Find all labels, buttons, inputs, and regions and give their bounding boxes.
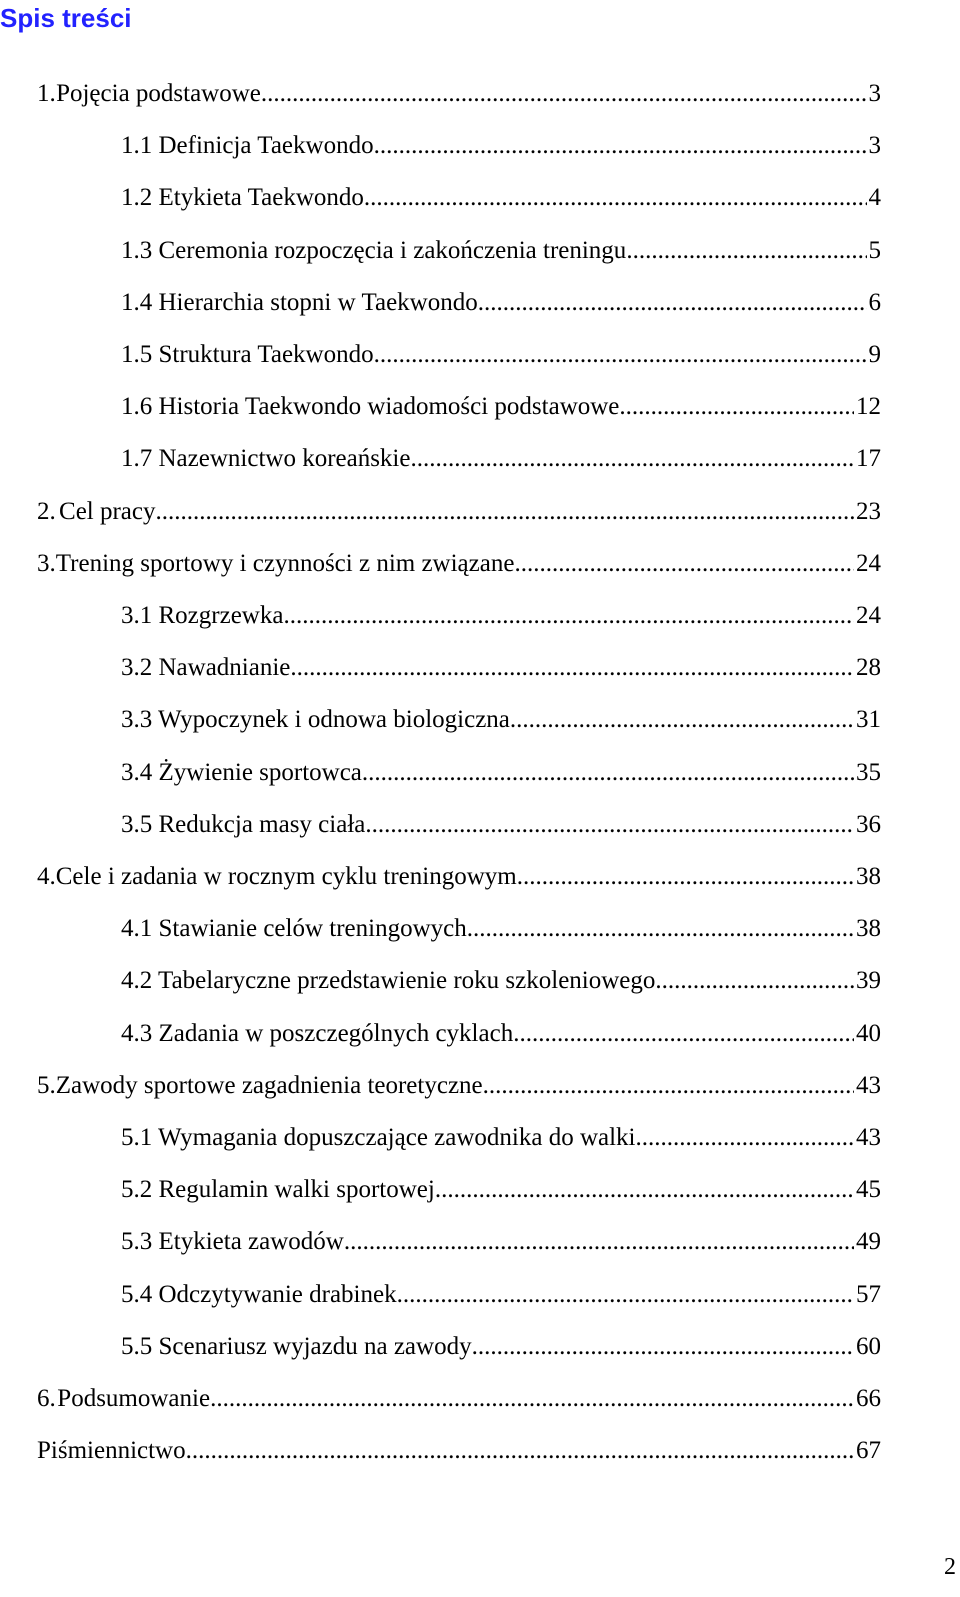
page-number: 2: [944, 1554, 956, 1580]
toc-dot-leader: [517, 851, 854, 903]
toc-entry-page: 12: [856, 393, 881, 420]
toc-entry[interactable]: [121, 172, 881, 224]
toc-entry[interactable]: [121, 1321, 881, 1373]
toc-entry-page: 43: [856, 1072, 881, 1099]
toc-entry-page: 24: [856, 602, 881, 629]
toc-entry[interactable]: [37, 486, 881, 538]
toc-entry[interactable]: [121, 381, 881, 433]
toc-entry-label: 4.1 Stawianie celów treningowych: [121, 915, 467, 942]
toc-entry-page: 43: [856, 1124, 881, 1151]
toc-entry[interactable]: [121, 694, 881, 746]
toc-entry-label: 1.2 Etykieta Taekwondo: [121, 184, 364, 211]
toc-entry[interactable]: [37, 851, 881, 903]
toc-entry-number: 6.: [37, 1385, 56, 1412]
toc-dot-leader: [435, 1164, 854, 1216]
toc-entry[interactable]: [121, 329, 881, 381]
toc-entry-page: 36: [856, 811, 881, 838]
toc-entry-number: 1.: [37, 80, 56, 107]
toc-entry-label: 5.4 Odczytywanie drabinek: [121, 1281, 397, 1308]
toc-entry[interactable]: [37, 1373, 881, 1425]
page-heading: Spis treści: [0, 3, 132, 33]
toc-entry-label: 5.3 Etykieta zawodów: [121, 1228, 344, 1255]
toc-entry-page: 4: [868, 184, 881, 211]
toc-entry-label: 1.4 Hierarchia stopni w Taekwondo: [121, 289, 478, 316]
toc-dot-leader: [513, 1008, 854, 1060]
toc-entry-label: 5.2 Regulamin walki sportowej: [121, 1176, 435, 1203]
toc-dot-leader: [483, 1060, 854, 1112]
toc-entry-label: 1.7 Nazewnictwo koreańskie: [121, 445, 411, 472]
toc-entry-label: 1.6 Historia Taekwondo wiadomości podstawowe: [121, 393, 620, 420]
toc-entry[interactable]: [121, 1008, 881, 1060]
toc-entry-label: 5.1 Wymagania dopuszczające zawodnika do walki: [121, 1124, 636, 1151]
toc-entry-page: 39: [856, 967, 881, 994]
toc-dot-leader: [510, 694, 854, 746]
toc-entry-label: 4.2 Tabelaryczne przedstawienie roku szkoleniowego: [121, 967, 656, 994]
toc-entry-page: 67: [856, 1437, 881, 1464]
toc-entry[interactable]: [121, 225, 881, 277]
toc-dot-leader: [186, 1425, 854, 1477]
toc-entry-page: 31: [856, 706, 881, 733]
toc-entry[interactable]: [37, 68, 881, 120]
toc-dot-leader: [626, 225, 866, 277]
toc-entry[interactable]: [121, 120, 881, 172]
toc-entry-label: 3.4 Żywienie sportowca: [121, 759, 362, 786]
toc-entry[interactable]: [37, 1425, 881, 1477]
toc-dot-leader: [410, 433, 854, 485]
toc-entry-number: 5.: [37, 1072, 56, 1099]
toc-dot-leader: [283, 590, 854, 642]
toc-entry[interactable]: [121, 1164, 881, 1216]
toc-entry-label: Podsumowanie: [57, 1385, 211, 1412]
toc-entry-page: 17: [856, 445, 881, 472]
toc-entry[interactable]: [121, 903, 881, 955]
toc-entry-label: 1.3 Ceremonia rozpoczęcia i zakończenia treningu: [121, 237, 627, 264]
toc-entry-label: 1.1 Definicja Taekwondo: [121, 132, 374, 159]
toc-entry-page: 40: [856, 1020, 881, 1047]
toc-dot-leader: [636, 1112, 854, 1164]
toc-dot-leader: [290, 642, 854, 694]
toc-entry-page: 9: [868, 341, 881, 368]
toc-entry-page: 38: [856, 863, 881, 890]
toc-dot-leader: [467, 903, 854, 955]
toc-entry-label: Zawody sportowe zagadnienia teoretyczne: [55, 1072, 483, 1099]
toc-entry-page: 28: [856, 654, 881, 681]
toc-entry-label: 4.3 Zadania w poszczególnych cyklach: [121, 1020, 514, 1047]
toc-entry[interactable]: [37, 1060, 881, 1112]
toc-entry[interactable]: [121, 277, 881, 329]
toc-dot-leader: [261, 68, 867, 120]
toc-entry[interactable]: [121, 1269, 881, 1321]
toc-entry-page: 24: [856, 550, 881, 577]
toc-entry-label: Cel pracy: [59, 498, 156, 525]
toc-dot-leader: [472, 1321, 854, 1373]
toc-entry-label: Cele i zadania w rocznym cyklu treningowym: [55, 863, 517, 890]
toc-dot-leader: [344, 1216, 854, 1268]
toc-dot-leader: [374, 329, 867, 381]
toc-entry[interactable]: [121, 642, 881, 694]
toc-dot-leader: [374, 120, 867, 172]
toc-entry-page: 45: [856, 1176, 881, 1203]
toc-entry-page: 3: [868, 132, 881, 159]
toc-entry-label: 3.2 Nawadnianie: [121, 654, 291, 681]
toc-entry-number: 3.: [37, 550, 56, 577]
toc-dot-leader: [397, 1269, 854, 1321]
toc-dot-leader: [210, 1373, 854, 1425]
toc-entry[interactable]: [121, 1216, 881, 1268]
toc-entry-label: Trening sportowy i czynności z nim związane: [55, 550, 515, 577]
toc-entry-label: 3.1 Rozgrzewka: [121, 602, 284, 629]
toc-entry-page: 38: [856, 915, 881, 942]
toc-entry[interactable]: [121, 747, 881, 799]
toc-entry-label: 3.3 Wypoczynek i odnowa biologiczna: [121, 706, 510, 733]
toc-entry[interactable]: [121, 590, 881, 642]
toc-entry-page: 5: [868, 237, 881, 264]
toc-dot-leader: [156, 486, 855, 538]
toc-dot-leader: [365, 799, 854, 851]
toc-entry-label: Pojęcia podstawowe: [56, 80, 261, 107]
toc-entry-label: 3.5 Redukcja masy ciała: [121, 811, 366, 838]
toc-entry[interactable]: [121, 1112, 881, 1164]
toc-entry[interactable]: [121, 433, 881, 485]
toc-entry-page: 60: [856, 1333, 881, 1360]
toc-dot-leader: [655, 955, 854, 1007]
toc-dot-leader: [478, 277, 867, 329]
toc-entry[interactable]: [121, 799, 881, 851]
toc-entry-page: 49: [856, 1228, 881, 1255]
toc-entry[interactable]: [37, 538, 881, 590]
toc-entry[interactable]: [121, 955, 881, 1007]
toc-dot-leader: [514, 538, 854, 590]
toc-entry-page: 57: [856, 1281, 881, 1308]
toc-dot-leader: [362, 747, 854, 799]
toc-entry-page: 23: [856, 498, 881, 525]
toc-entry-page: 3: [868, 80, 881, 107]
toc-dot-leader: [619, 381, 854, 433]
toc-entry-label: 5.5 Scenariusz wyjazdu na zawody: [121, 1333, 472, 1360]
toc-entry-page: 66: [856, 1385, 881, 1412]
toc-entry-label: Piśmiennictwo: [37, 1437, 186, 1464]
toc-entry-number: 4.: [37, 863, 56, 890]
toc-entry-page: 6: [868, 289, 881, 316]
toc-entry-page: 35: [856, 759, 881, 786]
toc-entry-label: 1.5 Struktura Taekwondo: [121, 341, 374, 368]
toc-entry-number: 2.: [37, 498, 56, 525]
toc-dot-leader: [364, 172, 867, 224]
